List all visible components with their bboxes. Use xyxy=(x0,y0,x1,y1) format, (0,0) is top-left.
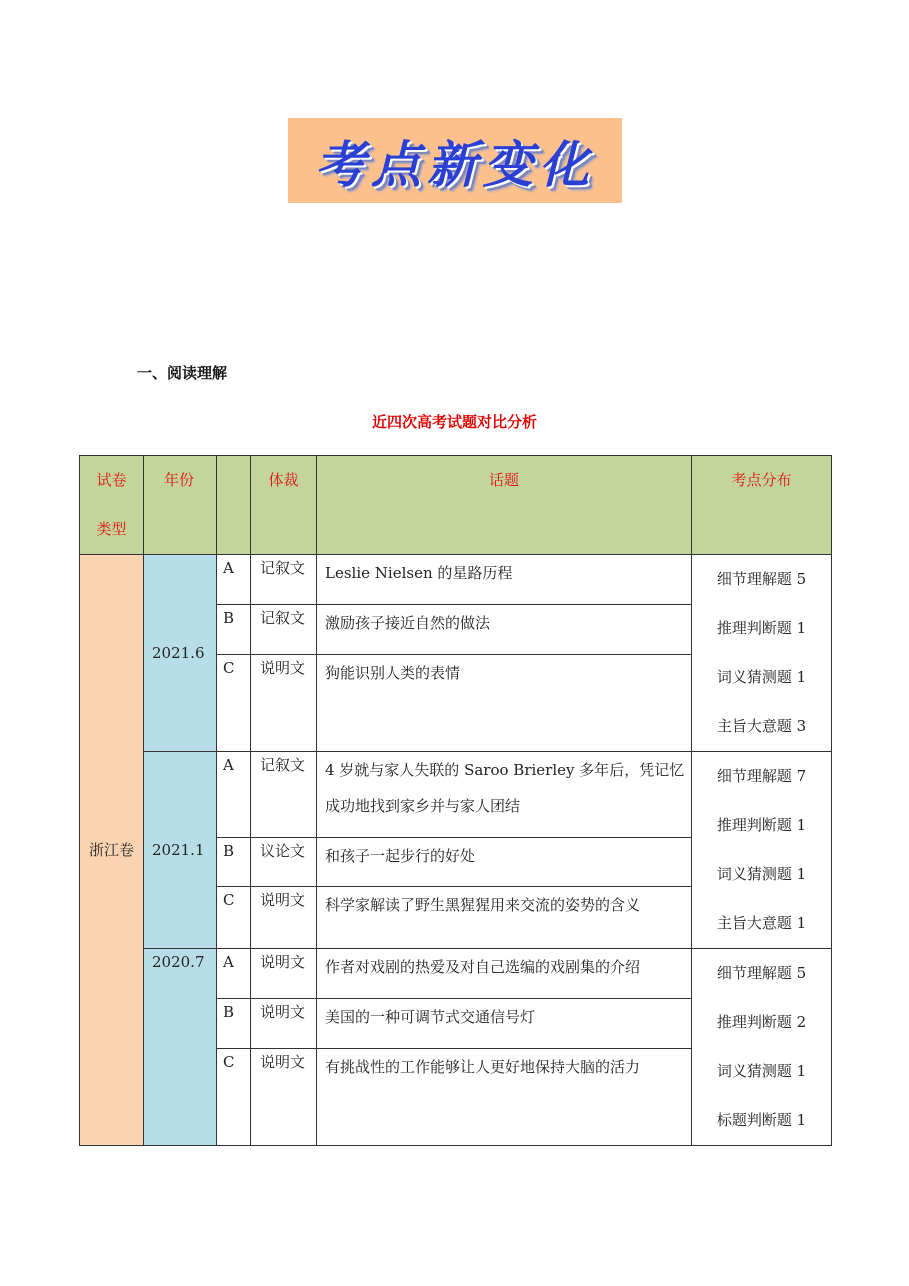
letter-cell: A xyxy=(217,752,251,838)
genre-cell: 记叙文 xyxy=(251,604,317,654)
header-blank xyxy=(217,456,251,555)
table-row xyxy=(80,949,832,999)
dist-item: 主旨大意题 1 xyxy=(716,914,807,932)
table-row xyxy=(80,555,832,605)
header-dist: 考点分布 xyxy=(692,456,832,555)
letter-cell: B xyxy=(217,604,251,654)
topic-cell: 激励孩子接近自然的做法 xyxy=(317,604,692,654)
dist-item: 细节理解题 5 xyxy=(716,964,807,982)
dist-item: 标题判断题 1 xyxy=(716,1111,807,1129)
dist-item: 主旨大意题 3 xyxy=(716,717,807,735)
dist-item: 推理判断题 1 xyxy=(716,619,807,637)
dist-cell xyxy=(692,752,832,949)
topic-cell: 狗能识别人类的表情 xyxy=(317,654,692,752)
genre-cell: 说明文 xyxy=(251,887,317,949)
letter-cell: A xyxy=(217,949,251,999)
genre-cell: 说明文 xyxy=(251,998,317,1048)
topic-cell: Leslie Nielsen 的星路历程 xyxy=(317,555,692,605)
header-row xyxy=(80,456,832,555)
dist-item: 词义猜测题 1 xyxy=(716,865,807,883)
genre-cell: 记叙文 xyxy=(251,555,317,605)
topic-cell: 科学家解读了野生黑猩猩用来交流的姿势的含义 xyxy=(317,887,692,949)
dist-item: 推理判断题 2 xyxy=(716,1013,807,1031)
dist-item: 细节理解题 7 xyxy=(716,767,807,785)
banner-title: 考点新变化 xyxy=(315,135,595,194)
header-year: 年份 xyxy=(144,456,217,555)
province-cell: 浙江卷 xyxy=(80,555,144,1146)
dist-item: 细节理解题 5 xyxy=(716,570,807,588)
header-topic: 话题 xyxy=(317,456,692,555)
dist-item: 词义猜测题 1 xyxy=(716,1062,807,1080)
letter-cell: B xyxy=(217,837,251,887)
letter-cell: C xyxy=(217,654,251,752)
genre-cell: 说明文 xyxy=(251,654,317,752)
genre-cell: 议论文 xyxy=(251,837,317,887)
topic-cell: 有挑战性的工作能够让人更好地保持大脑的活力 xyxy=(317,1048,692,1146)
topic-cell: 美国的一种可调节式交通信号灯 xyxy=(317,998,692,1048)
dist-item: 词义猜测题 1 xyxy=(716,668,807,686)
dist-cell xyxy=(692,555,832,752)
dist-cell xyxy=(692,949,832,1146)
title-banner xyxy=(288,118,622,203)
letter-cell: C xyxy=(217,1048,251,1146)
year-cell: 2021.1 xyxy=(144,752,217,949)
letter-cell: B xyxy=(217,998,251,1048)
year-cell: 2021.6 xyxy=(144,555,217,752)
year-cell: 2020.7 xyxy=(144,949,217,1146)
genre-cell: 记叙文 xyxy=(251,752,317,838)
genre-cell: 说明文 xyxy=(251,1048,317,1146)
header-type-line2: 类型 xyxy=(96,520,127,538)
genre-cell: 说明文 xyxy=(251,949,317,999)
letter-cell: C xyxy=(217,887,251,949)
table-row xyxy=(80,752,832,838)
topic-cell: 作者对戏剧的热爱及对自己选编的戏剧集的介绍 xyxy=(317,949,692,999)
header-type xyxy=(80,456,144,555)
header-type-line1: 试卷 xyxy=(96,471,127,489)
table-title: 近四次高考试题对比分析 xyxy=(371,413,537,431)
letter-cell: A xyxy=(217,555,251,605)
section-heading: 一、阅读理解 xyxy=(137,364,228,382)
topic-cell: 和孩子一起步行的好处 xyxy=(317,837,692,887)
dist-item: 推理判断题 1 xyxy=(716,816,807,834)
topic-cell: 4 岁就与家人失联的 Saroo Brierley 多年后，凭记忆成功地找到家乡并与家人团结 xyxy=(317,752,692,838)
comparison-table xyxy=(79,455,832,1146)
header-genre: 体裁 xyxy=(251,456,317,555)
